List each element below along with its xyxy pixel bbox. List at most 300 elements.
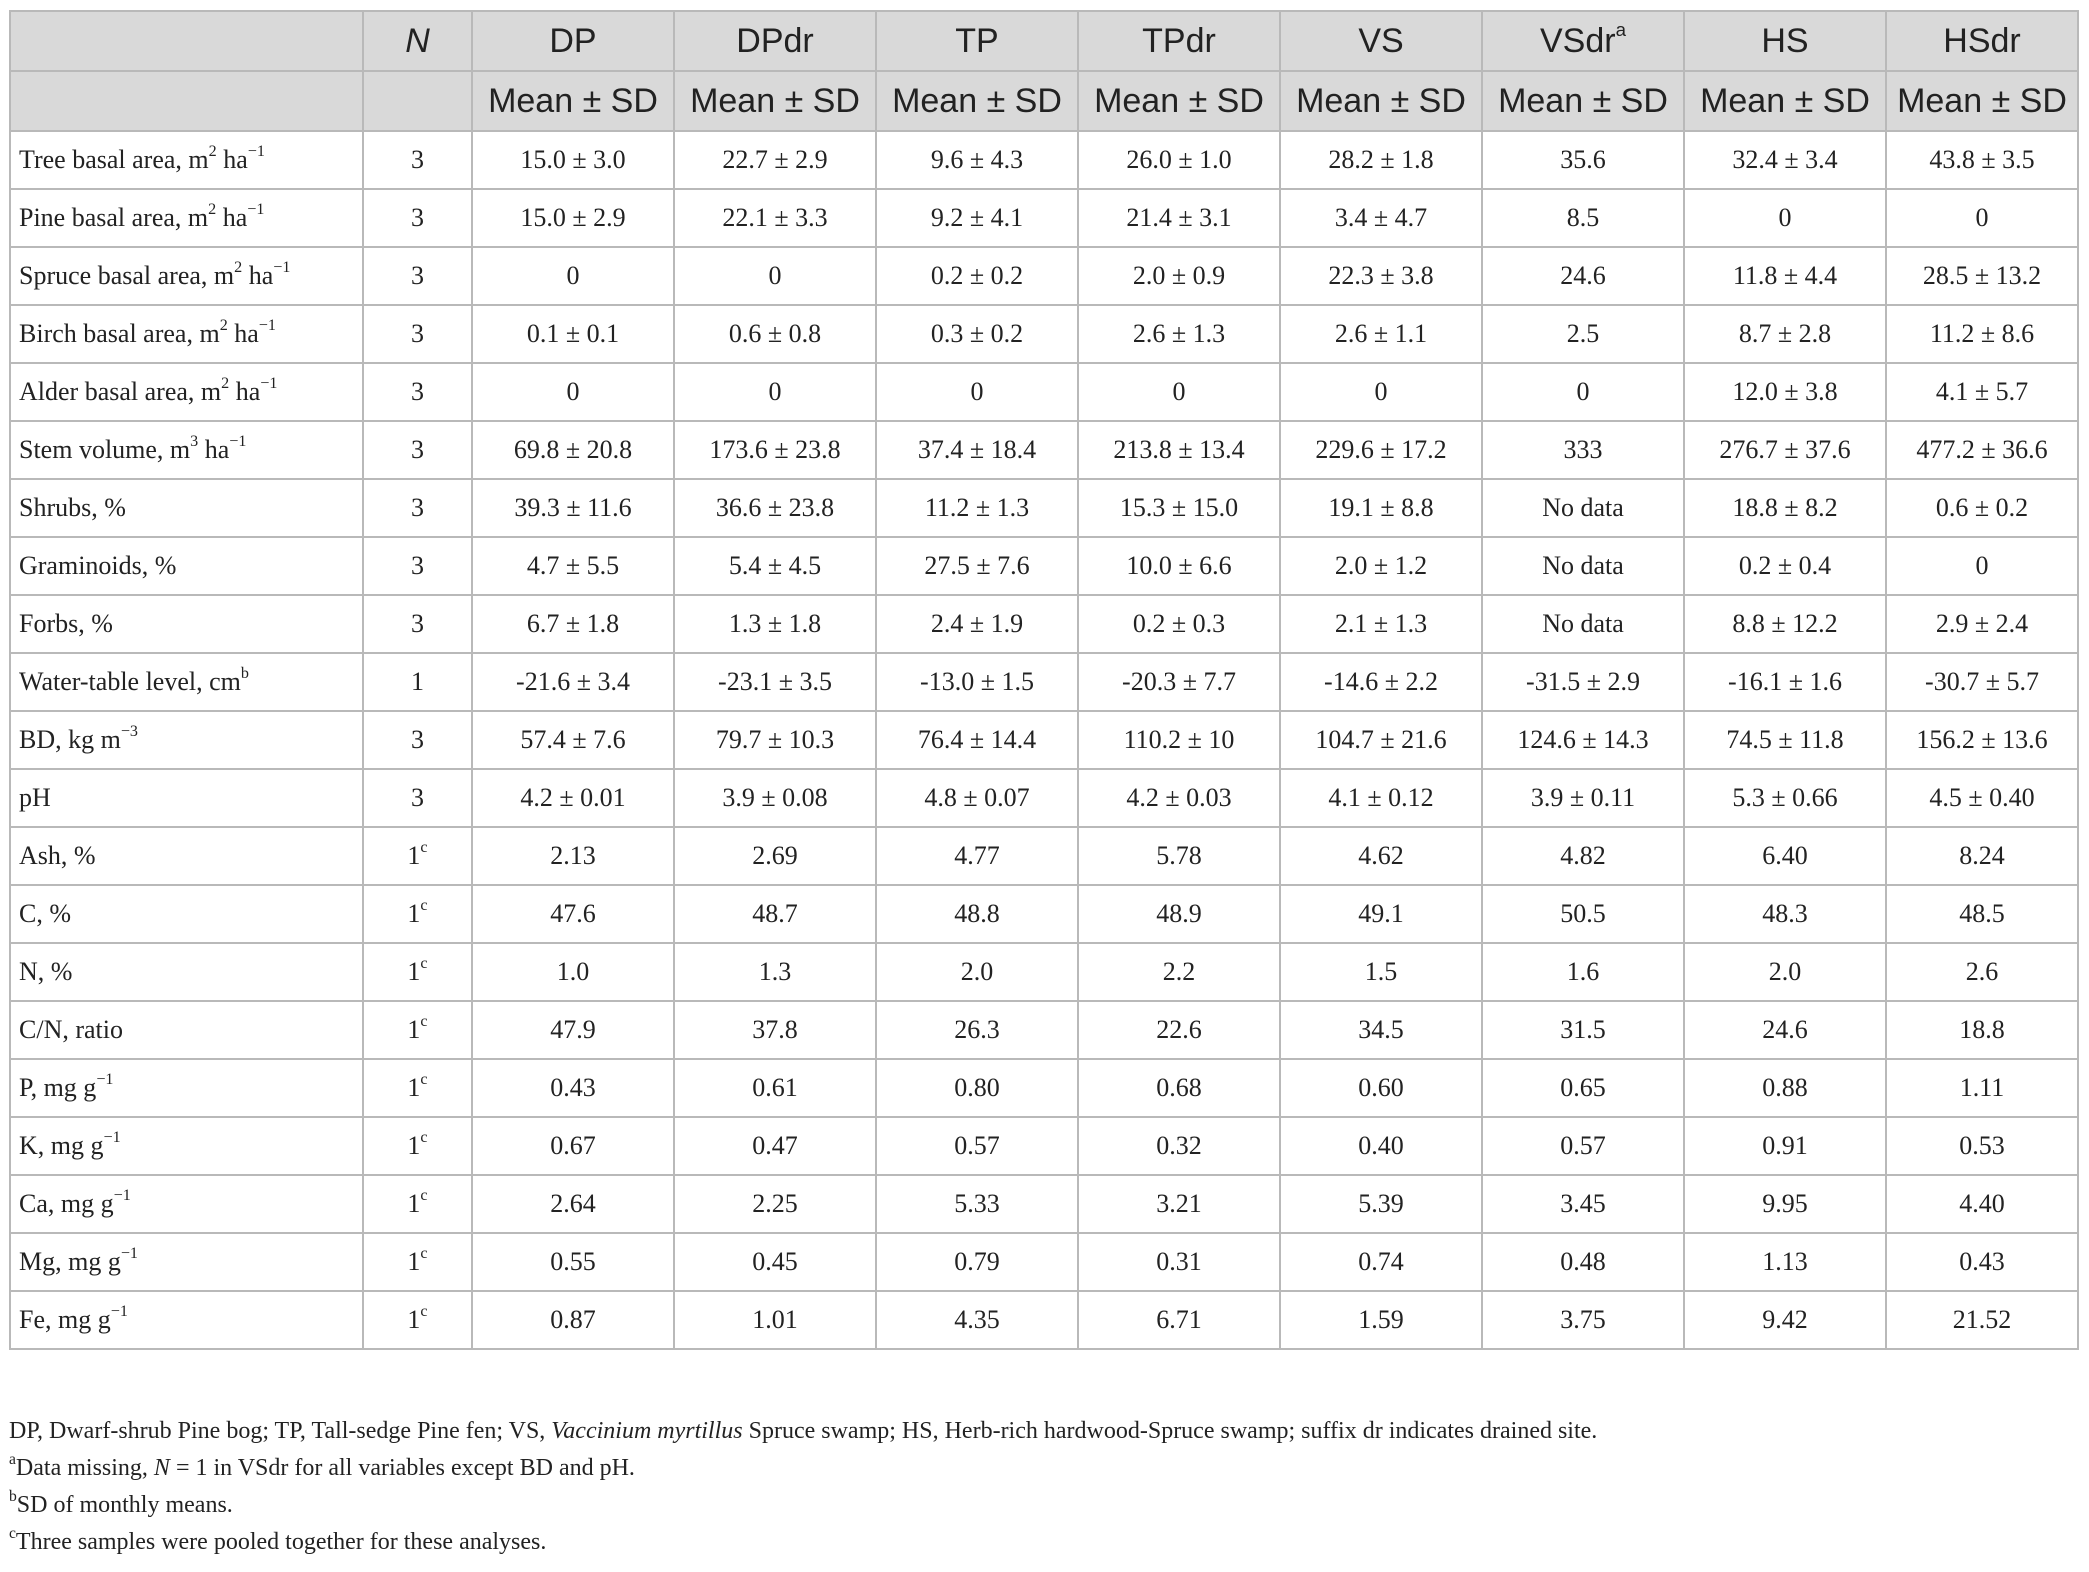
n-value: 3: [411, 319, 424, 348]
column-header: [1078, 11, 1280, 71]
value-cell: 10.0 ± 6.6: [1078, 537, 1280, 595]
value-cell: 31.5: [1482, 1001, 1684, 1059]
value-cell: 173.6 ± 23.8: [674, 421, 876, 479]
n-value: 3: [411, 783, 424, 812]
value-cell: 15.3 ± 15.0: [1078, 479, 1280, 537]
row-label-text: BD, kg m: [19, 725, 121, 754]
row-label-text: Tree basal area, m: [19, 145, 209, 174]
value-cell: 47.9: [472, 1001, 674, 1059]
value-cell: 4.5 ± 0.40: [1886, 769, 2078, 827]
n-cell: [363, 827, 472, 885]
value-cell: -16.1 ± 1.6: [1684, 653, 1886, 711]
column-header-label: DPdr: [736, 21, 814, 60]
value-cell: 0.60: [1280, 1059, 1482, 1117]
value-cell: 48.9: [1078, 885, 1280, 943]
value-cell: 5.78: [1078, 827, 1280, 885]
value-cell: 48.7: [674, 885, 876, 943]
value-cell: 24.6: [1684, 1001, 1886, 1059]
column-header-label: TP: [955, 21, 999, 60]
n-cell: [363, 131, 472, 189]
row-label-text: Ca, mg g: [19, 1189, 114, 1218]
value-cell: 0.43: [1886, 1233, 2078, 1291]
footnote-abbrev-text-end: Spruce swamp; HS, Herb-rich hardwood-Spruce swamp; suffix dr indicates drained site.: [742, 1418, 1598, 1444]
header-row: [10, 11, 2078, 71]
column-header-label: HSdr: [1943, 21, 2021, 60]
value-cell: 11.2 ± 8.6: [1886, 305, 2078, 363]
column-header: [1684, 11, 1886, 71]
n-value: 1: [411, 667, 424, 696]
n-value: 3: [411, 493, 424, 522]
row-label: [10, 943, 363, 1001]
value-cell: 4.77: [876, 827, 1078, 885]
column-header: [1280, 11, 1482, 71]
n-cell: [363, 711, 472, 769]
value-cell: 0.45: [674, 1233, 876, 1291]
row-label-text: Shrubs, %: [19, 493, 126, 522]
value-cell: 69.8 ± 20.8: [472, 421, 674, 479]
row-label-text: C, %: [19, 899, 71, 928]
value-cell: 48.3: [1684, 885, 1886, 943]
value-cell: 2.4 ± 1.9: [876, 595, 1078, 653]
n-cell: [363, 1001, 472, 1059]
value-cell: 0.87: [472, 1291, 674, 1349]
n-footnote-mark: c: [420, 954, 428, 972]
header-blank: [10, 11, 363, 71]
table-row: [10, 131, 2078, 189]
table-row: [10, 1291, 2078, 1349]
footnote-b: [9, 1487, 2077, 1524]
n-value: 3: [411, 261, 424, 290]
column-header: [1482, 11, 1684, 71]
value-cell: 12.0 ± 3.8: [1684, 363, 1886, 421]
n-cell: [363, 595, 472, 653]
value-cell: 32.4 ± 3.4: [1684, 131, 1886, 189]
value-cell: 0.80: [876, 1059, 1078, 1117]
value-cell: 2.5: [1482, 305, 1684, 363]
value-cell: 4.7 ± 5.5: [472, 537, 674, 595]
value-cell: 0.91: [1684, 1117, 1886, 1175]
row-label-superscript: 2: [234, 258, 243, 276]
row-label-text: Water-table level, cm: [19, 667, 241, 696]
value-cell: 11.2 ± 1.3: [876, 479, 1078, 537]
value-cell: 49.1: [1280, 885, 1482, 943]
column-header: [363, 11, 472, 71]
row-label: [10, 885, 363, 943]
value-cell: 0: [472, 363, 674, 421]
value-cell: 22.1 ± 3.3: [674, 189, 876, 247]
column-subheader: Mean ± SD: [1482, 71, 1684, 131]
footnote-a-text: Data missing,: [15, 1455, 154, 1481]
n-value: 1: [407, 1305, 421, 1334]
row-label-text: N, %: [19, 957, 73, 986]
row-label-superscript: −1: [96, 1070, 114, 1088]
column-subheader: [10, 71, 363, 131]
value-cell: 39.3 ± 11.6: [472, 479, 674, 537]
row-label-text: Mg, mg g: [19, 1247, 121, 1276]
value-cell: 9.42: [1684, 1291, 1886, 1349]
value-cell: 0: [1886, 537, 2078, 595]
value-cell: 22.6: [1078, 1001, 1280, 1059]
table-row: [10, 1233, 2078, 1291]
value-cell: 48.5: [1886, 885, 2078, 943]
table-row: [10, 1059, 2078, 1117]
table-row: [10, 711, 2078, 769]
value-cell: 4.8 ± 0.07: [876, 769, 1078, 827]
row-label-text: Graminoids, %: [19, 551, 177, 580]
table-row: [10, 1001, 2078, 1059]
n-value: 3: [411, 203, 424, 232]
value-cell: 28.5 ± 13.2: [1886, 247, 2078, 305]
footnote-c-marker: c: [9, 1524, 16, 1542]
value-cell: 0: [674, 363, 876, 421]
value-cell: 76.4 ± 14.4: [876, 711, 1078, 769]
n-value: 1: [407, 1015, 421, 1044]
column-header-label: VS: [1358, 21, 1404, 60]
value-cell: 2.13: [472, 827, 674, 885]
n-footnote-mark: c: [420, 838, 428, 856]
value-cell: 0.40: [1280, 1117, 1482, 1175]
value-cell: 0.67: [472, 1117, 674, 1175]
footnote-a-text-end: = 1 in VSdr for all variables except BD and pH.: [169, 1455, 635, 1481]
table-row: [10, 189, 2078, 247]
row-label: [10, 1001, 363, 1059]
value-cell: 48.8: [876, 885, 1078, 943]
value-cell: 0.74: [1280, 1233, 1482, 1291]
n-cell: [363, 363, 472, 421]
column-header-label: HS: [1761, 21, 1809, 60]
value-cell: -20.3 ± 7.7: [1078, 653, 1280, 711]
row-label-unit: ha: [216, 145, 248, 174]
value-cell: 4.2 ± 0.03: [1078, 769, 1280, 827]
row-label-superscript: 2: [219, 316, 228, 334]
table-row: [10, 653, 2078, 711]
n-value: 1: [407, 899, 421, 928]
value-cell: 15.0 ± 3.0: [472, 131, 674, 189]
value-cell: 8.5: [1482, 189, 1684, 247]
value-cell: -23.1 ± 3.5: [674, 653, 876, 711]
row-label-text: Spruce basal area, m: [19, 261, 235, 290]
n-cell: [363, 653, 472, 711]
column-header: [876, 11, 1078, 71]
footnote-abbrev-text: DP, Dwarf-shrub Pine bog; TP, Tall-sedge Pine fen; VS,: [9, 1418, 552, 1444]
value-cell: 0: [876, 363, 1078, 421]
value-cell: No data: [1482, 595, 1684, 653]
column-subheader: Mean ± SD: [1280, 71, 1482, 131]
footnote-c: [9, 1524, 2077, 1561]
value-cell: 0: [1482, 363, 1684, 421]
row-label-unit-superscript: −1: [260, 374, 278, 392]
column-subheader: Mean ± SD: [1078, 71, 1280, 131]
value-cell: 8.8 ± 12.2: [1684, 595, 1886, 653]
value-cell: 0.43: [472, 1059, 674, 1117]
row-label-superscript: −1: [120, 1244, 138, 1262]
value-cell: 36.6 ± 23.8: [674, 479, 876, 537]
value-cell: 11.8 ± 4.4: [1684, 247, 1886, 305]
n-value: 3: [411, 725, 424, 754]
value-cell: -21.6 ± 3.4: [472, 653, 674, 711]
value-cell: 6.7 ± 1.8: [472, 595, 674, 653]
value-cell: 276.7 ± 37.6: [1684, 421, 1886, 479]
table-row: [10, 1117, 2078, 1175]
value-cell: 1.5: [1280, 943, 1482, 1001]
column-header: [472, 11, 674, 71]
value-cell: 2.6: [1886, 943, 2078, 1001]
table-row: [10, 537, 2078, 595]
value-cell: 0.6 ± 0.8: [674, 305, 876, 363]
value-cell: 6.40: [1684, 827, 1886, 885]
table-row: [10, 1175, 2078, 1233]
value-cell: 26.3: [876, 1001, 1078, 1059]
row-label-superscript: −1: [113, 1186, 131, 1204]
value-cell: 0.2 ± 0.2: [876, 247, 1078, 305]
value-cell: 0.6 ± 0.2: [1886, 479, 2078, 537]
row-label: [10, 653, 363, 711]
value-cell: No data: [1482, 479, 1684, 537]
value-cell: 9.95: [1684, 1175, 1886, 1233]
value-cell: 47.6: [472, 885, 674, 943]
value-cell: 0.2 ± 0.3: [1078, 595, 1280, 653]
n-footnote-mark: c: [420, 1128, 428, 1146]
n-value: 1: [407, 1131, 421, 1160]
value-cell: 5.39: [1280, 1175, 1482, 1233]
n-cell: [363, 885, 472, 943]
row-label-unit: ha: [242, 261, 274, 290]
value-cell: 2.0: [1684, 943, 1886, 1001]
column-subheader: Mean ± SD: [1684, 71, 1886, 131]
n-cell: [363, 479, 472, 537]
value-cell: 477.2 ± 36.6: [1886, 421, 2078, 479]
value-cell: 2.9 ± 2.4: [1886, 595, 2078, 653]
row-label-text: Ash, %: [19, 841, 96, 870]
value-cell: 2.69: [674, 827, 876, 885]
data-table-container: [9, 10, 2077, 1350]
value-cell: 18.8 ± 8.2: [1684, 479, 1886, 537]
value-cell: 15.0 ± 2.9: [472, 189, 674, 247]
value-cell: 8.7 ± 2.8: [1684, 305, 1886, 363]
row-label: [10, 363, 363, 421]
n-footnote-mark: c: [420, 896, 428, 914]
row-label: [10, 537, 363, 595]
footnote-b-text: SD of monthly means.: [16, 1492, 233, 1518]
n-value: 1: [407, 1247, 421, 1276]
n-cell: [363, 1291, 472, 1349]
n-cell: [363, 189, 472, 247]
value-cell: 0.32: [1078, 1117, 1280, 1175]
row-label-unit-superscript: −1: [273, 258, 291, 276]
value-cell: 2.25: [674, 1175, 876, 1233]
row-label-unit: ha: [227, 319, 259, 348]
value-cell: 35.6: [1482, 131, 1684, 189]
n-value: 3: [411, 145, 424, 174]
value-cell: 0.57: [1482, 1117, 1684, 1175]
value-cell: 0.3 ± 0.2: [876, 305, 1078, 363]
value-cell: 0.61: [674, 1059, 876, 1117]
table-row: [10, 479, 2078, 537]
table-row: [10, 885, 2078, 943]
value-cell: 4.2 ± 0.01: [472, 769, 674, 827]
n-footnote-mark: c: [420, 1012, 428, 1030]
row-label: [10, 1117, 363, 1175]
n-cell: [363, 1233, 472, 1291]
row-label-superscript: 3: [190, 432, 199, 450]
value-cell: 2.64: [472, 1175, 674, 1233]
value-cell: 26.0 ± 1.0: [1078, 131, 1280, 189]
value-cell: 2.0 ± 1.2: [1280, 537, 1482, 595]
value-cell: 0.53: [1886, 1117, 2078, 1175]
table-row: [10, 247, 2078, 305]
data-table: [9, 10, 2079, 1350]
value-cell: 2.6 ± 1.1: [1280, 305, 1482, 363]
row-label-text: Alder basal area, m: [19, 377, 222, 406]
n-value: 3: [411, 435, 424, 464]
value-cell: -13.0 ± 1.5: [876, 653, 1078, 711]
value-cell: 4.40: [1886, 1175, 2078, 1233]
value-cell: 0.68: [1078, 1059, 1280, 1117]
row-label: [10, 305, 363, 363]
row-label-unit: ha: [198, 435, 230, 464]
column-subheader: Mean ± SD: [472, 71, 674, 131]
value-cell: 0.2 ± 0.4: [1684, 537, 1886, 595]
value-cell: 1.6: [1482, 943, 1684, 1001]
n-value: 1: [407, 957, 421, 986]
table-footnotes: [9, 1413, 2077, 1561]
value-cell: 0.65: [1482, 1059, 1684, 1117]
value-cell: 0: [1280, 363, 1482, 421]
value-cell: 79.7 ± 10.3: [674, 711, 876, 769]
n-cell: [363, 943, 472, 1001]
row-label: [10, 827, 363, 885]
value-cell: 1.3 ± 1.8: [674, 595, 876, 653]
value-cell: -31.5 ± 2.9: [1482, 653, 1684, 711]
row-label-unit-superscript: −1: [229, 432, 247, 450]
value-cell: 74.5 ± 11.8: [1684, 711, 1886, 769]
column-header-footnote-mark: a: [1615, 19, 1626, 41]
n-cell: [363, 1117, 472, 1175]
value-cell: 1.59: [1280, 1291, 1482, 1349]
value-cell: 1.01: [674, 1291, 876, 1349]
footnote-a-italic: N: [153, 1455, 170, 1481]
table-row: [10, 595, 2078, 653]
value-cell: 0.55: [472, 1233, 674, 1291]
column-header: [1886, 11, 2078, 71]
value-cell: 1.11: [1886, 1059, 2078, 1117]
value-cell: 4.1 ± 0.12: [1280, 769, 1482, 827]
n-footnote-mark: c: [420, 1302, 428, 1320]
row-label: [10, 1059, 363, 1117]
footnote-abbrev-species: Vaccinium myrtillus: [551, 1418, 743, 1444]
row-label: [10, 131, 363, 189]
n-footnote-mark: c: [420, 1186, 428, 1204]
value-cell: 27.5 ± 7.6: [876, 537, 1078, 595]
row-label-superscript: −3: [120, 722, 138, 740]
value-cell: 22.7 ± 2.9: [674, 131, 876, 189]
table-row: [10, 363, 2078, 421]
row-label: [10, 247, 363, 305]
n-cell: [363, 247, 472, 305]
table-body: [10, 131, 2078, 1349]
value-cell: 22.3 ± 3.8: [1280, 247, 1482, 305]
row-label: [10, 421, 363, 479]
value-cell: No data: [1482, 537, 1684, 595]
column-header-label: DP: [549, 21, 597, 60]
row-label: [10, 1291, 363, 1349]
n-value: 1: [407, 1073, 421, 1102]
value-cell: -30.7 ± 5.7: [1886, 653, 2078, 711]
value-cell: 18.8: [1886, 1001, 2078, 1059]
table-row: [10, 769, 2078, 827]
n-footnote-mark: c: [420, 1244, 428, 1262]
value-cell: 0: [1684, 189, 1886, 247]
row-label-superscript: 2: [208, 142, 217, 160]
footnote-a-marker: a: [9, 1450, 16, 1468]
column-subheader: Mean ± SD: [1886, 71, 2078, 131]
value-cell: 0.57: [876, 1117, 1078, 1175]
column-header-label: N: [405, 21, 430, 60]
value-cell: 0: [1078, 363, 1280, 421]
value-cell: 8.24: [1886, 827, 2078, 885]
row-label-text: pH: [19, 783, 51, 812]
n-cell: [363, 769, 472, 827]
n-cell: [363, 421, 472, 479]
n-value: 3: [411, 609, 424, 638]
value-cell: 0: [472, 247, 674, 305]
row-label: [10, 479, 363, 537]
value-cell: 333: [1482, 421, 1684, 479]
table-row: [10, 305, 2078, 363]
value-cell: -14.6 ± 2.2: [1280, 653, 1482, 711]
row-label-text: K, mg g: [19, 1131, 104, 1160]
footnote-a: [9, 1450, 2077, 1487]
column-subheader: Mean ± SD: [876, 71, 1078, 131]
row-label-unit-superscript: −1: [247, 200, 265, 218]
value-cell: 2.1 ± 1.3: [1280, 595, 1482, 653]
row-label-unit: ha: [229, 377, 261, 406]
value-cell: 0.31: [1078, 1233, 1280, 1291]
n-value: 3: [411, 377, 424, 406]
value-cell: 24.6: [1482, 247, 1684, 305]
value-cell: 1.13: [1684, 1233, 1886, 1291]
value-cell: 50.5: [1482, 885, 1684, 943]
table-row: [10, 827, 2078, 885]
value-cell: 2.0 ± 0.9: [1078, 247, 1280, 305]
value-cell: 34.5: [1280, 1001, 1482, 1059]
column-header: [674, 11, 876, 71]
row-label-text: Forbs, %: [19, 609, 113, 638]
value-cell: 5.4 ± 4.5: [674, 537, 876, 595]
row-label: [10, 1233, 363, 1291]
footnote-c-text: Three samples were pooled together for these analyses.: [15, 1529, 547, 1555]
value-cell: 0.88: [1684, 1059, 1886, 1117]
n-footnote-mark: c: [420, 1070, 428, 1088]
value-cell: 19.1 ± 8.8: [1280, 479, 1482, 537]
value-cell: 4.82: [1482, 827, 1684, 885]
footnote-abbreviations: [9, 1413, 2077, 1450]
value-cell: 5.3 ± 0.66: [1684, 769, 1886, 827]
footnote-b-marker: b: [9, 1487, 17, 1505]
row-label-unit-superscript: −1: [258, 316, 276, 334]
value-cell: 124.6 ± 14.3: [1482, 711, 1684, 769]
value-cell: 0.47: [674, 1117, 876, 1175]
row-label-superscript: −1: [110, 1302, 128, 1320]
table-row: [10, 943, 2078, 1001]
row-label-text: P, mg g: [19, 1073, 97, 1102]
row-label-superscript: 2: [208, 200, 217, 218]
n-value: 1: [407, 1189, 421, 1218]
n-value: 3: [411, 551, 424, 580]
value-cell: 9.6 ± 4.3: [876, 131, 1078, 189]
n-value: 1: [407, 841, 421, 870]
column-header-label: VSdr: [1540, 21, 1616, 60]
